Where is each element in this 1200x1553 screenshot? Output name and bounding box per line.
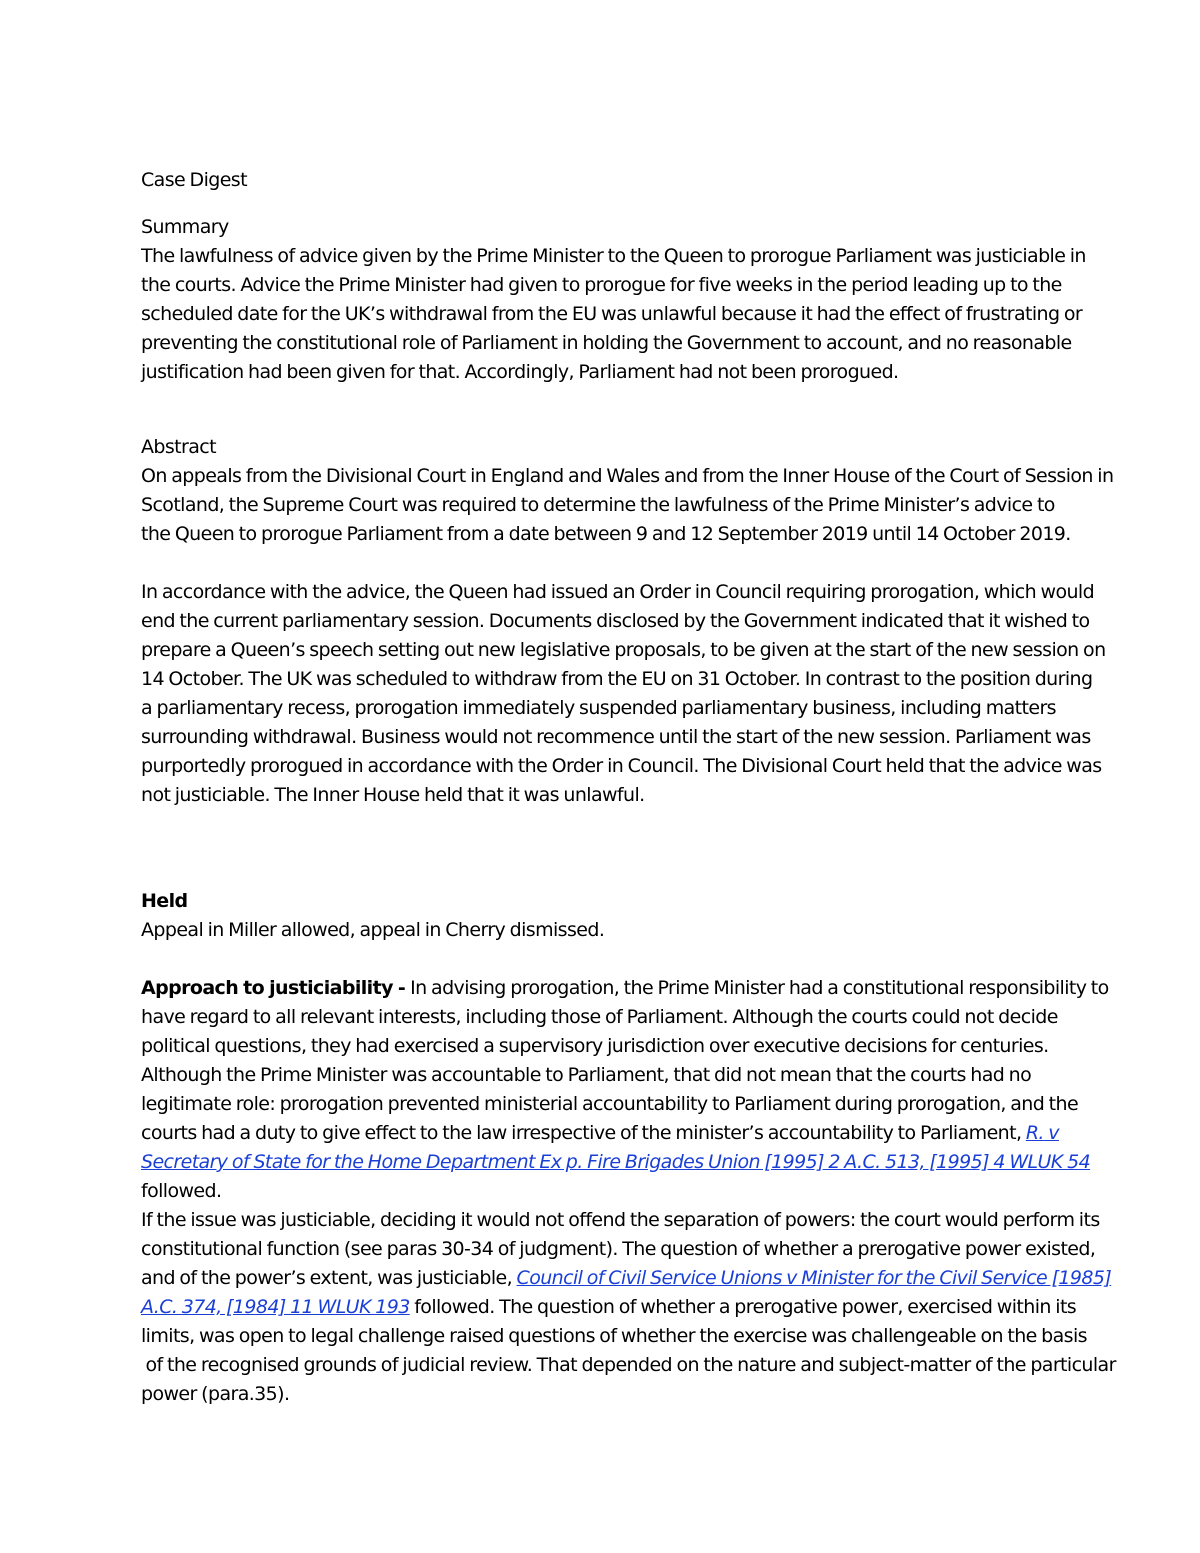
abstract-paragraph-1 [141,462,1196,549]
abstract-line: Scotland, the Supreme Court was required to determine the lawfulness of the Prime Minister’s advice to [141,494,1055,516]
paragraph-line: If the issue was justiciable, deciding it would not offend the separation of powers: the court would perform its [141,1209,1100,1231]
justiciability-line: legitimate role: prorogation prevented ministerial accountability to Parliament during prorogation, and the [141,1093,1079,1115]
abstract-line: 14 October. The UK was scheduled to withdraw from the EU on 31 October. In contrast to the position during [141,668,1093,690]
abstract-heading: Abstract [141,436,216,458]
summary-paragraph [141,242,1196,387]
spacer [141,945,1196,974]
case-link-fire-brigades[interactable]: R. v [1025,1122,1059,1144]
document-page [141,166,1196,1409]
summary-line: The lawfulness of advice given by the Prime Minister to the Queen to prorogue Parliament was justiciable in [141,245,1086,267]
separation-of-powers-paragraph [141,1206,1196,1409]
abstract-line: a parliamentary recess, prorogation immediately suspended parliamentary business, including matters [141,697,1056,719]
abstract-paragraph-2 [141,578,1196,810]
paragraph-line: of the recognised grounds of judicial review. That depended on the nature and subject-matter of the particular [141,1354,1116,1376]
paragraph-text: followed. The question of whether a prerogative power, exercised within its [409,1296,1077,1318]
summary-line: scheduled date for the UK’s withdrawal from the EU was unlawful because it had the effect of frustrating or [141,303,1083,325]
summary-line: the courts. Advice the Prime Minister had given to prorogue for five weeks in the period leading up to the [141,274,1062,296]
justiciability-paragraph [141,974,1196,1206]
justiciability-line [141,1148,1196,1177]
case-link-fire-brigades-continued[interactable]: Secretary of State for the Home Department Ex p. Fire Brigades Union [1995] 2 A.C. 513, [1995] 4 WLUK 54 [141,1151,1091,1173]
document-title: Case Digest [141,169,247,191]
justiciability-text: In advising prorogation, the Prime Minister had a constitutional responsibility to [410,977,1109,999]
justiciability-line: followed. [141,1180,222,1202]
paragraph-text: and of the power’s extent, was justiciable, [141,1267,517,1289]
justiciability-text: courts had a duty to give effect to the law irrespective of the minister’s accountability to Parliament, [141,1122,1026,1144]
abstract-line: not justiciable. The Inner House held that it was unlawful. [141,784,645,806]
abstract-line: purportedly prorogued in accordance with the Order in Council. The Divisional Court held that the advice was [141,755,1102,777]
held-heading: Held [141,890,188,912]
justiciability-first-line [141,974,1196,1003]
summary-line: justification had been given for that. Accordingly, Parliament had not been prorogued. [141,361,899,383]
summary-heading: Summary [141,216,229,238]
abstract-line: end the current parliamentary session. Documents disclosed by the Government indicated that it wished to [141,610,1090,632]
abstract-line: In accordance with the advice, the Queen had issued an Order in Council requiring prorogation, which would [141,581,1095,603]
spacer [141,195,1196,213]
justiciability-line: have regard to all relevant interests, including those of Parliament. Although the courts could not decide [141,1006,1058,1028]
summary-line: preventing the constitutional role of Parliament in holding the Government to account, and no reasonable [141,332,1072,354]
justiciability-label: Approach to justiciability - [141,977,411,999]
paragraph-line [141,1264,1196,1293]
justiciability-line [141,1119,1196,1148]
paragraph-line: limits, was open to legal challenge raised questions of whether the exercise was challengeable on the basis [141,1325,1087,1347]
abstract-line: surrounding withdrawal. Business would not recommence until the start of the new session. Parliament was [141,726,1091,748]
abstract-line: On appeals from the Divisional Court in England and Wales and from the Inner House of the Court of Session in [141,465,1114,487]
justiciability-line: Although the Prime Minister was accountable to Parliament, that did not mean that the courts had no [141,1064,1032,1086]
abstract-line: the Queen to prorogue Parliament from a date between 9 and 12 September 2019 until 14 October 2019. [141,523,1071,545]
case-link-ccsu-continued[interactable]: A.C. 374, [1984] 11 WLUK 193 [141,1296,410,1318]
spacer [141,810,1196,887]
spacer [141,549,1196,578]
held-result: Appeal in Miller allowed, appeal in Cherry dismissed. [141,919,605,941]
paragraph-line: constitutional function (see paras 30-34 of judgment). The question of whether a prerogative power existed, [141,1238,1096,1260]
abstract-line: prepare a Queen’s speech setting out new legislative proposals, to be given at the start of the new session on [141,639,1106,661]
case-link-ccsu[interactable]: Council of Civil Service Unions v Minister for the Civil Service [1985] [516,1267,1112,1289]
paragraph-line [141,1293,1196,1322]
justiciability-line: political questions, they had exercised a supervisory jurisdiction over executive decisions for centuries. [141,1035,1049,1057]
spacer [141,387,1196,433]
paragraph-line: power (para.35). [141,1383,290,1405]
